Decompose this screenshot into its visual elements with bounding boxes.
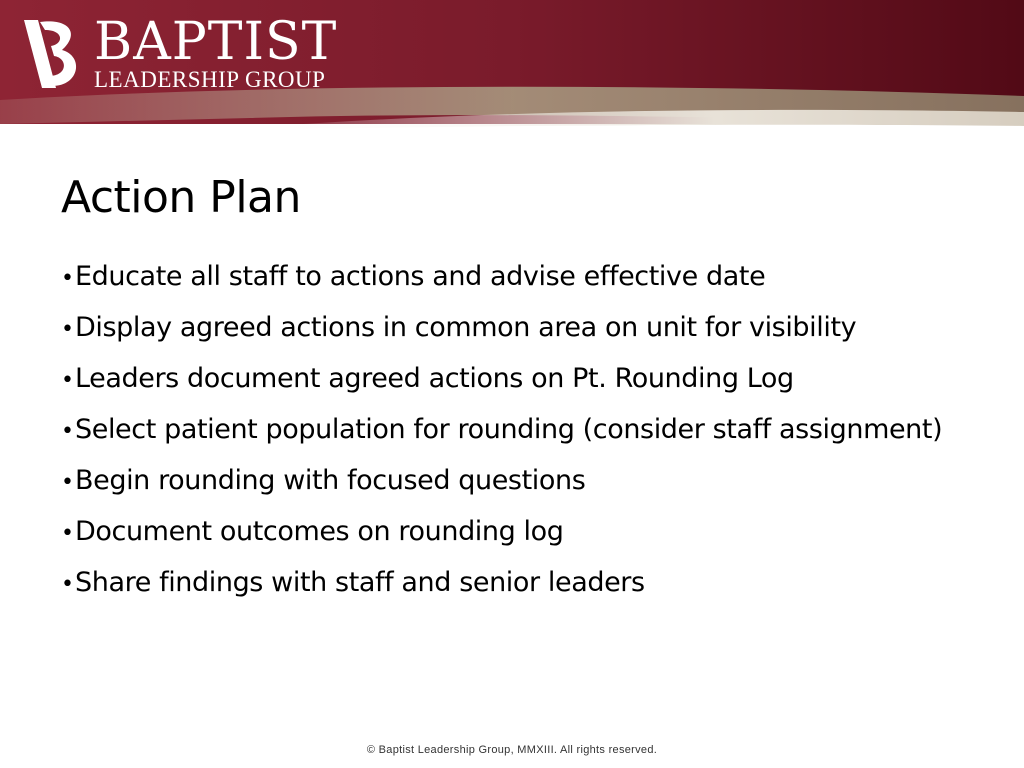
bullet-text: Begin rounding with focused questions xyxy=(75,465,586,496)
bullet-text: Share findings with staff and senior leaders xyxy=(75,567,645,598)
bullet-dot-icon: • xyxy=(61,419,74,444)
brand-logo xyxy=(18,14,358,94)
bullet-item xyxy=(61,409,961,452)
bullet-item xyxy=(61,511,961,554)
bullet-dot-icon: • xyxy=(61,266,74,291)
bullet-text: Display agreed actions in common area on unit for visibility xyxy=(75,312,857,343)
bullet-text: Select patient population for rounding (consider staff assignment) xyxy=(75,414,943,445)
bullet-text: Leaders document agreed actions on Pt. Rounding Log xyxy=(75,363,794,394)
slide-title: Action Plan xyxy=(61,172,301,223)
bullet-item xyxy=(61,460,961,503)
logo-subtitle: LEADERSHIP GROUP xyxy=(94,67,326,92)
bullet-dot-icon: • xyxy=(61,572,74,597)
bullet-item xyxy=(61,256,961,299)
bullet-text: Educate all staff to actions and advise effective date xyxy=(75,261,766,292)
bullet-item xyxy=(61,358,961,401)
baptist-b-logo-icon xyxy=(18,16,88,92)
copyright-footer: © Baptist Leadership Group, MMXIII. All rights reserved. xyxy=(366,744,658,756)
bullet-item xyxy=(61,307,961,350)
bullet-item xyxy=(61,562,961,605)
bullet-list xyxy=(61,256,961,613)
bullet-dot-icon: • xyxy=(61,470,74,495)
header-banner xyxy=(0,0,1024,140)
logo-wordmark: BAPTIST xyxy=(94,12,338,72)
bullet-dot-icon: • xyxy=(61,368,74,393)
bullet-text: Document outcomes on rounding log xyxy=(75,516,564,547)
bullet-dot-icon: • xyxy=(61,317,74,342)
bullet-dot-icon: • xyxy=(61,521,74,546)
